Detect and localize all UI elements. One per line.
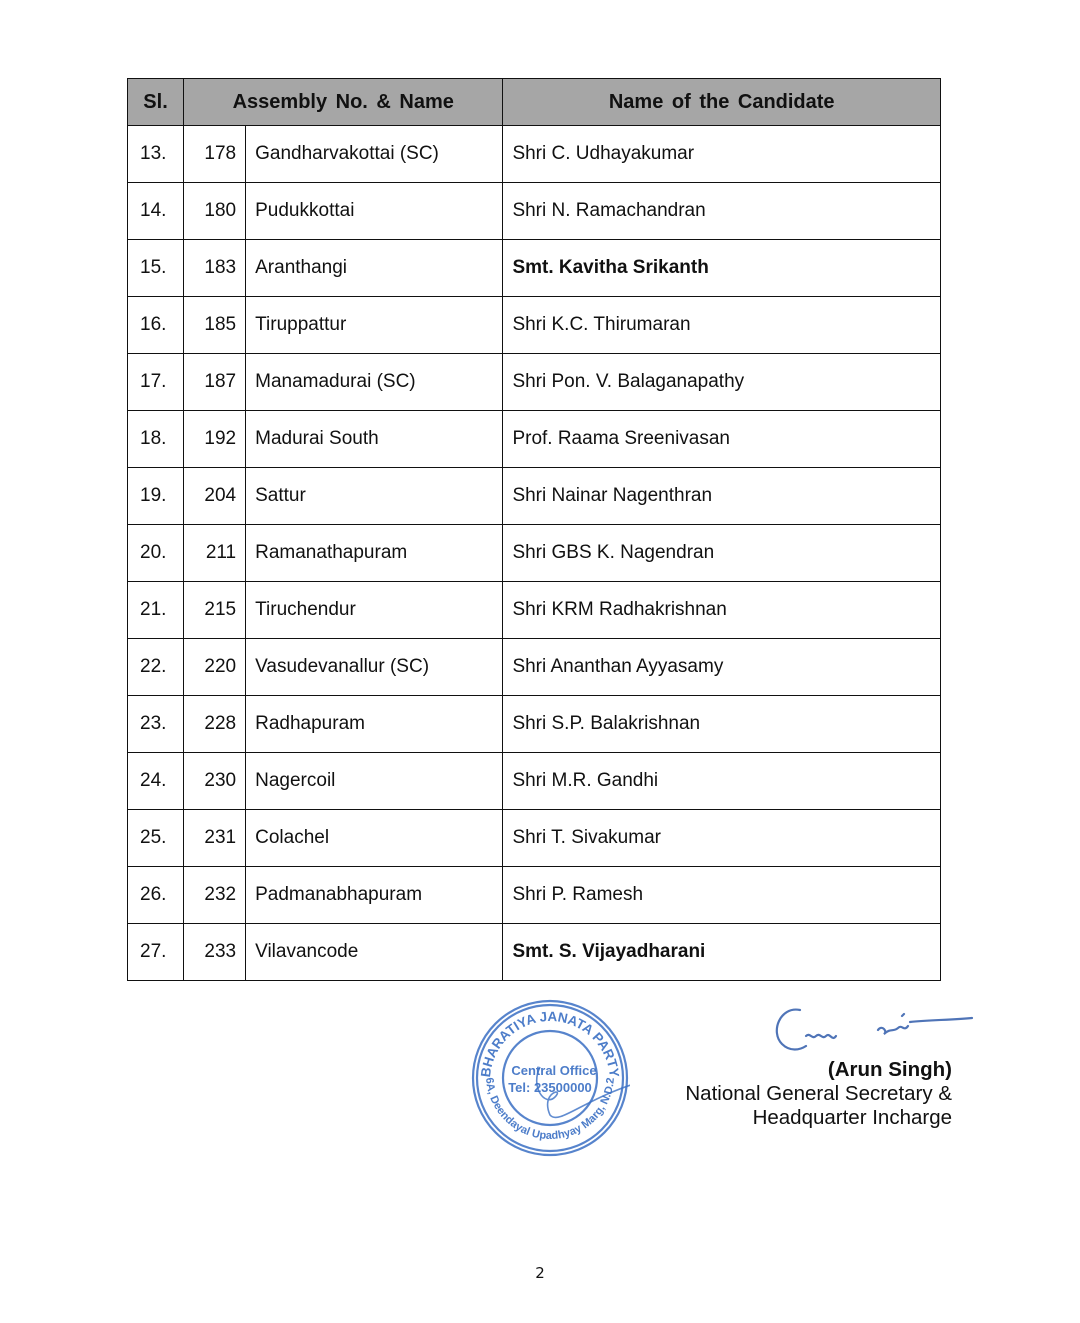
- cell-assembly-name: Padmanabhapuram: [246, 867, 503, 924]
- table-row: [128, 126, 941, 183]
- cell-assembly-name: Colachel: [246, 810, 503, 867]
- cell-assembly-name: Gandharvakottai (SC): [246, 126, 503, 183]
- cell-candidate-name: Shri Ananthan Ayyasamy: [503, 639, 941, 696]
- table-row: [128, 924, 941, 981]
- cell-assembly-no: 180: [184, 183, 246, 240]
- seal-line1: Central Office: [511, 1063, 597, 1078]
- seal-top-text: BHARATIYA JANATA PARTY: [478, 1008, 622, 1079]
- cell-sl-no: 18.: [128, 411, 184, 468]
- cell-sl-no: 21.: [128, 582, 184, 639]
- cell-sl-no: 26.: [128, 867, 184, 924]
- cell-assembly-name: Vasudevanallur (SC): [246, 639, 503, 696]
- table-row: [128, 240, 941, 297]
- table-row: [128, 696, 941, 753]
- cell-assembly-no: 232: [184, 867, 246, 924]
- party-seal: [470, 997, 630, 1159]
- cell-sl-no: 14.: [128, 183, 184, 240]
- cell-assembly-name: Manamadurai (SC): [246, 354, 503, 411]
- cell-assembly-no: 204: [184, 468, 246, 525]
- cell-assembly-name: Pudukkottai: [246, 183, 503, 240]
- cell-candidate-name: Shri Pon. V. Balaganapathy: [503, 354, 941, 411]
- header-assembly: Assembly No. & Name: [184, 79, 503, 126]
- cell-assembly-no: 183: [184, 240, 246, 297]
- table-row: [128, 183, 941, 240]
- cell-assembly-no: 233: [184, 924, 246, 981]
- seal-bottom-text: 6A, Deendayal Upadhyay Marg, N.D.2: [483, 1077, 617, 1143]
- cell-candidate-name: Shri M.R. Gandhi: [503, 753, 941, 810]
- cell-assembly-name: Nagercoil: [246, 753, 503, 810]
- signatory-title-line2: Headquarter Incharge: [752, 1106, 952, 1129]
- candidate-table: [127, 78, 941, 981]
- table-row: [128, 525, 941, 582]
- header-candidate: Name of the Candidate: [503, 79, 941, 126]
- table-row: [128, 639, 941, 696]
- table-row: [128, 297, 941, 354]
- cell-candidate-name: Shri KRM Radhakrishnan: [503, 582, 941, 639]
- cell-assembly-name: Sattur: [246, 468, 503, 525]
- cell-candidate-name: Shri N. Ramachandran: [503, 183, 941, 240]
- cell-assembly-no: 185: [184, 297, 246, 354]
- cell-assembly-name: Madurai South: [246, 411, 503, 468]
- cell-assembly-name: Vilavancode: [246, 924, 503, 981]
- cell-candidate-name: Smt. S. Vijayadharani: [503, 924, 941, 981]
- cell-sl-no: 15.: [128, 240, 184, 297]
- cell-assembly-no: 230: [184, 753, 246, 810]
- cell-assembly-no: 211: [184, 525, 246, 582]
- cell-assembly-no: 187: [184, 354, 246, 411]
- cell-assembly-name: Tiruchendur: [246, 582, 503, 639]
- signature: [770, 1002, 980, 1058]
- cell-candidate-name: Shri C. Udhayakumar: [503, 126, 941, 183]
- cell-assembly-name: Aranthangi: [246, 240, 503, 297]
- header-sl: Sl.: [128, 79, 184, 126]
- cell-assembly-name: Radhapuram: [246, 696, 503, 753]
- cell-candidate-name: Shri S.P. Balakrishnan: [503, 696, 941, 753]
- cell-sl-no: 20.: [128, 525, 184, 582]
- cell-candidate-name: Shri P. Ramesh: [503, 867, 941, 924]
- cell-candidate-name: Shri T. Sivakumar: [503, 810, 941, 867]
- signoff-block: [685, 1058, 952, 1130]
- cell-candidate-name: Prof. Raama Sreenivasan: [503, 411, 941, 468]
- signatory-name: (Arun Singh): [827, 1058, 952, 1081]
- table-row: [128, 867, 941, 924]
- cell-candidate-name: Shri K.C. Thirumaran: [503, 297, 941, 354]
- cell-assembly-no: 192: [184, 411, 246, 468]
- cell-sl-no: 27.: [128, 924, 184, 981]
- table-row: [128, 582, 941, 639]
- cell-assembly-no: 178: [184, 126, 246, 183]
- cell-candidate-name: Smt. Kavitha Srikanth: [503, 240, 941, 297]
- cell-assembly-no: 220: [184, 639, 246, 696]
- page-number: 2: [535, 1264, 545, 1282]
- cell-assembly-name: Ramanathapuram: [246, 525, 503, 582]
- cell-sl-no: 24.: [128, 753, 184, 810]
- cell-sl-no: 19.: [128, 468, 184, 525]
- cell-sl-no: 25.: [128, 810, 184, 867]
- table-row: [128, 468, 941, 525]
- cell-assembly-no: 228: [184, 696, 246, 753]
- cell-assembly-no: 215: [184, 582, 246, 639]
- cell-candidate-name: Shri Nainar Nagenthran: [503, 468, 941, 525]
- cell-sl-no: 16.: [128, 297, 184, 354]
- cell-sl-no: 13.: [128, 126, 184, 183]
- cell-assembly-no: 231: [184, 810, 246, 867]
- table-row: [128, 354, 941, 411]
- cell-sl-no: 17.: [128, 354, 184, 411]
- cell-candidate-name: Shri GBS K. Nagendran: [503, 525, 941, 582]
- table-row: [128, 411, 941, 468]
- table-header-row: [128, 79, 941, 126]
- signatory-title-line1: National General Secretary &: [685, 1082, 952, 1105]
- table-row: [128, 753, 941, 810]
- cell-sl-no: 22.: [128, 639, 184, 696]
- cell-sl-no: 23.: [128, 696, 184, 753]
- cell-assembly-name: Tiruppattur: [246, 297, 503, 354]
- table-row: [128, 810, 941, 867]
- seal-line2: Tel: 23500000: [508, 1080, 592, 1095]
